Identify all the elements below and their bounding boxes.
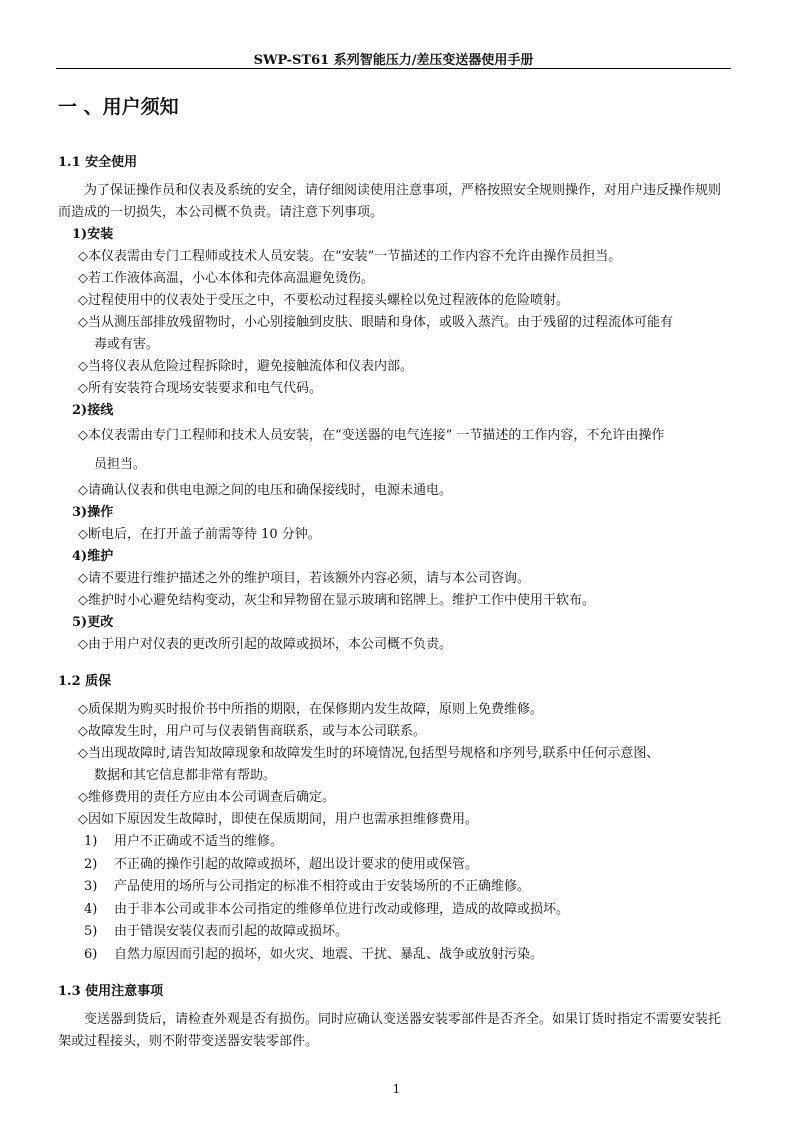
numbered-item xyxy=(58,921,730,944)
header-rule xyxy=(56,68,731,69)
list-item: ◇维修费用的责任方应由本公司调查后确定。 xyxy=(78,790,335,805)
list-item: ◇若工作液体高温，小心本体和壳体高温避免烫伤。 xyxy=(78,271,374,286)
numbered-item xyxy=(58,876,730,899)
list-item: ◇请不要进行维护描述之外的维护项目，若该额外内容必须，请与本公司咨询。 xyxy=(78,571,530,586)
item-text: 自然力原因而引起的损坏，如火灾、地震、干扰、暴乱、战争或放射污染。 xyxy=(114,946,544,962)
page-header: SWP-ST61 系列智能压力/差压变送器使用手册 xyxy=(253,53,534,68)
item-number: 2) xyxy=(84,856,98,872)
continuation-text: 数据和其它信息都非常有帮助。 xyxy=(94,768,277,783)
item-text: 由于错误安装仪表而引起的故障或损坏。 xyxy=(114,924,349,939)
numbered-item xyxy=(58,944,730,967)
item-number: 5) xyxy=(84,924,98,939)
item-number: 3) xyxy=(84,879,98,894)
section-title-1-3: 1.3 使用注意事项 xyxy=(58,984,164,999)
usage-paragraph: 变送器到货后，请检查外观是否有损伤。同时应确认变送器安装零部件是否齐全。如果订货时指定不需要安装托架或过程接头，则不附带变送器安装零部件。 xyxy=(58,1012,722,1049)
numbered-item xyxy=(58,899,730,922)
list-item: ◇本仪表需由专门工程师或技术人员安装。在“安装”一节描述的工作内容不允许由操作员担当。 xyxy=(78,249,622,264)
document-body xyxy=(58,92,730,1053)
list-item: ◇故障发生时，用户可与仪表销售商联系，或与本公司联系。 xyxy=(78,724,426,739)
item-number: 1) xyxy=(84,834,98,849)
list-item: ◇因如下原因发生故障时，即使在保质期间，用户也需承担维修费用。 xyxy=(78,812,478,827)
list-item-continuation xyxy=(58,765,730,787)
list-item: ◇质保期为购买时报价书中所指的期限，在保修期内发生故障，原则上免费维修。 xyxy=(78,702,543,717)
item-number: 6) xyxy=(84,946,98,962)
subheading-wiring: 2)接线 xyxy=(72,403,114,418)
subheading-operation: 3)操作 xyxy=(72,505,114,520)
subheading-modification: 5)更改 xyxy=(72,615,114,630)
intro-paragraph: 为了保证操作员和仪表及系统的安全，请仔细阅读使用注意事项，严格按照安全规则操作，对用户违反操作规则而造成的一切损失，本公司概不负责。请注意下列事项。 xyxy=(58,183,722,220)
item-text: 由于非本公司或非本公司指定的维修单位进行改动或修理，造成的故障或损坏。 xyxy=(114,901,570,917)
subheading-install: 1)安装 xyxy=(72,227,114,242)
list-item: ◇所有安装符合现场安装要求和电气代码。 xyxy=(78,381,322,396)
section-title-1-1: 1.1 安全使用 xyxy=(58,155,138,170)
list-item: ◇过程使用中的仪表处于受压之中，不要松动过程接头螺栓以免过程液体的危险喷射。 xyxy=(78,293,569,308)
chapter-title: 一 、用户须知 xyxy=(58,96,179,118)
list-item: ◇由于用户对仪表的更改所引起的故障或损坏，本公司概不负责。 xyxy=(78,637,452,652)
list-item: ◇本仪表需由专门工程师和技术人员安装，在“变送器的电气连接” 一节描述的工作内容，不允许由操作 xyxy=(78,428,665,443)
item-text: 不正确的操作引起的故障或损坏，超出设计要求的使用或保管。 xyxy=(114,856,479,872)
item-text: 用户不正确或不适当的维修。 xyxy=(114,834,284,849)
list-item-continuation xyxy=(58,334,730,356)
item-number: 4) xyxy=(84,901,98,917)
list-item: ◇当将仪表从危险过程拆除时，避免接触流体和仪表内部。 xyxy=(78,359,413,374)
continuation-text: 员担当。 xyxy=(94,457,147,472)
subheading-maintenance: 4)维护 xyxy=(72,549,114,564)
list-item: ◇当从测压部排放残留物时，小心别接触到皮肤、眼睛和身体，或吸入蒸汽。由于残留的过程流体可能有 xyxy=(78,315,673,330)
list-item: ◇当出现故障时,请告知故障现象和故障发生时的环境情况,包括型号规格和序列号,联系中任何示意图、 xyxy=(78,746,660,761)
item-text: 产品使用的场所与公司指定的标准不相符或由于安装场所的不正确维修。 xyxy=(114,879,531,894)
list-item: ◇维护时小心避免结构变动，灰尘和异物留在显示玻璃和铭牌上。维护工作中使用干软布。 xyxy=(78,593,595,608)
numbered-item xyxy=(58,831,730,854)
list-item: ◇断电后，在打开盖子前需等待 10 分钟。 xyxy=(78,527,321,542)
list-item: ◇请确认仪表和供电电源之间的电压和确保接线时，电源未通电。 xyxy=(78,483,452,498)
list-item-continuation xyxy=(58,450,730,480)
page-number: 1 xyxy=(392,1082,401,1096)
numbered-item xyxy=(58,854,730,877)
continuation-text: 毒或有害。 xyxy=(94,337,160,352)
section-title-1-2: 1.2 质保 xyxy=(58,674,112,689)
